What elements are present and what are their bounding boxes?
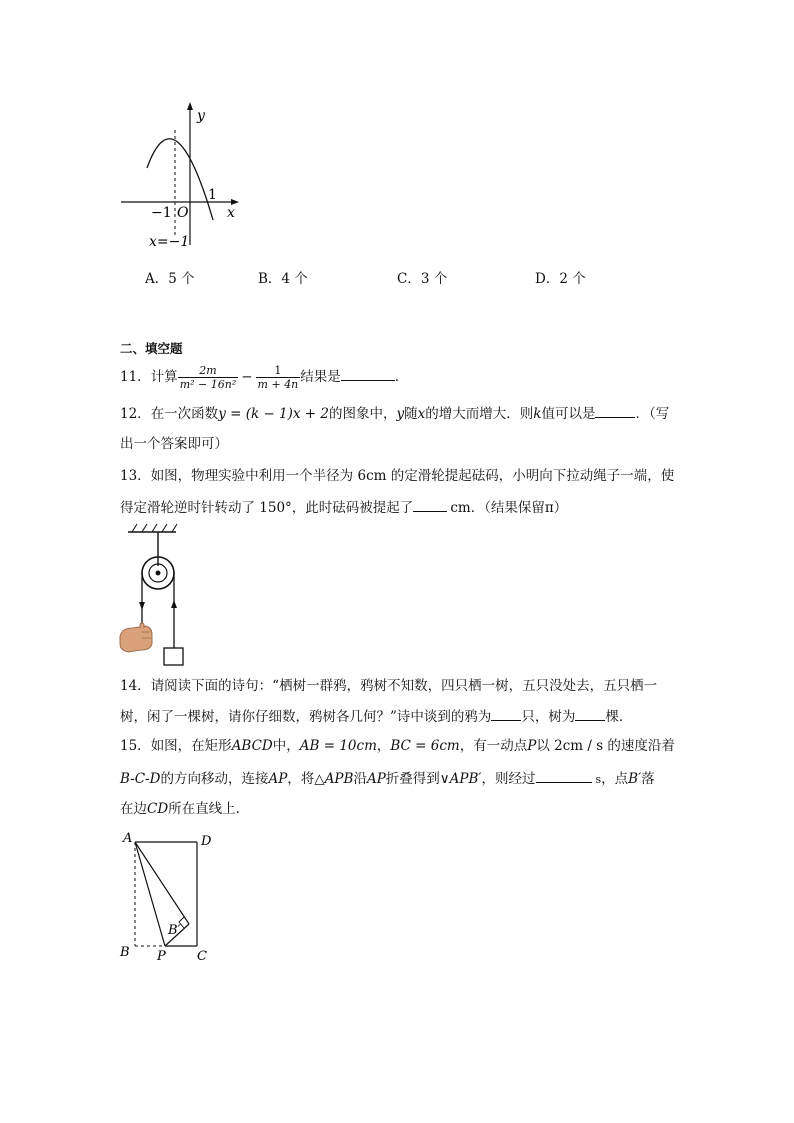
option-a[interactable] <box>145 270 195 288</box>
q14-line2-end: 棵． <box>605 709 633 725</box>
q15-line1-post: ，有一动点 <box>459 738 528 754</box>
label-y: y <box>197 108 205 124</box>
y-axis-arrow <box>187 102 193 110</box>
option-c[interactable] <box>397 270 447 288</box>
fraction-2-numerator: 1 <box>256 364 301 378</box>
q13-line2-pre: 得定滑轮逆时针转动了 150°，此时砝码被提起了 <box>120 500 414 516</box>
question-number: 12． <box>120 406 151 422</box>
segment-ab-prime <box>135 842 189 924</box>
q12-pre: 在一次函数 <box>150 406 219 422</box>
q15-comma: ， <box>376 738 391 754</box>
q11-pre: 计算 <box>150 369 178 385</box>
q12-mid2: 随 <box>404 406 418 422</box>
triangle-apb: APB <box>324 771 354 787</box>
fraction-2 <box>256 364 301 391</box>
question-14-line2 <box>120 707 632 726</box>
pulley-axle <box>156 571 161 576</box>
point-b-prime: B′ <box>628 771 642 787</box>
label-axis-line: x=−1 <box>149 234 190 250</box>
parabola-figure <box>115 100 245 255</box>
weight-box <box>164 648 183 665</box>
question-15-line2 <box>120 769 655 789</box>
option-text: 5 个 <box>168 271 195 287</box>
option-d[interactable] <box>535 270 586 288</box>
option-b[interactable] <box>258 270 308 288</box>
var-k: k <box>533 406 542 422</box>
question-number: 13． <box>120 468 151 484</box>
q15-line1-pre: 如图，在矩形 <box>150 738 232 754</box>
q12-mid4: 值可以是 <box>541 406 596 422</box>
q15-unit: s <box>595 773 602 786</box>
triangle-apb-prime: ∨APB′ <box>439 771 482 787</box>
pulley-figure <box>118 518 188 668</box>
rectangle-figure <box>115 828 215 966</box>
label-neg1: −1 <box>151 205 172 221</box>
answer-blank[interactable] <box>413 498 447 512</box>
answer-blank[interactable] <box>341 367 395 381</box>
option-letter: A． <box>145 271 169 287</box>
fraction-1-numerator: 2m <box>178 364 239 378</box>
fraction-1 <box>178 364 239 391</box>
question-13-line2 <box>120 498 567 517</box>
fraction-1-denominator: m² − 16n² <box>179 378 237 391</box>
question-13-line1 <box>120 467 674 485</box>
option-text: 2 个 <box>559 271 586 287</box>
option-text: 3 个 <box>420 271 448 287</box>
question-number: 15． <box>120 738 151 754</box>
q11-end: ． <box>394 369 409 385</box>
section-title: 二、填空题 <box>120 341 183 356</box>
segment-ap-2: AP <box>366 771 386 787</box>
ceiling-hatch <box>132 524 177 532</box>
q15-line2-d: 折叠得到 <box>385 771 440 787</box>
rope-right-arrow <box>171 600 177 608</box>
label-b-prime: B′ <box>168 923 181 938</box>
question-15-line3 <box>120 800 249 818</box>
q13-line2-post: ．（结果保留π） <box>470 500 568 516</box>
q15-line2-b: ，将△ <box>287 771 325 787</box>
segment-ap <box>135 842 165 946</box>
question-12 <box>120 404 669 423</box>
hand-icon <box>120 623 152 652</box>
ab-length: AB = 10cm <box>299 738 377 754</box>
label-c: C <box>197 949 207 964</box>
q12-mid: 的图象中， <box>329 406 397 422</box>
var-y: y <box>396 406 405 422</box>
option-text: 4 个 <box>281 271 308 287</box>
label-x: x <box>227 205 235 221</box>
answer-blank[interactable] <box>536 769 592 783</box>
bc-length: BC = 6cm <box>390 738 460 754</box>
q15-line2-e: ，则经过 <box>481 771 536 787</box>
q15-line1-mid: 中， <box>272 738 300 754</box>
question-15-line1 <box>120 737 675 755</box>
answer-blank-crows[interactable] <box>491 707 521 721</box>
question-11 <box>120 360 408 394</box>
q12-end: ．（写 <box>635 406 670 422</box>
label-b: B <box>120 945 130 960</box>
q15-line2-c: 沿 <box>353 771 367 787</box>
q15-line2-a: 的方向移动，连接 <box>160 771 269 787</box>
label-origin: O <box>177 205 189 221</box>
rope-left-arrow <box>139 602 145 610</box>
q14-line1: 请阅读下面的诗句：“栖树一群鸦，鸦树不知数，四只栖一树，五只没处去，五只栖一 <box>150 678 658 694</box>
q13-line1: 如图，物理实验中利用一个半径为 6cm 的定滑轮提起砝码，小明向下拉动绳子一端，使 <box>150 468 675 484</box>
question-14-line1 <box>120 677 657 695</box>
path: B-C-D <box>120 771 161 787</box>
q15-line2-f: ，点 <box>601 771 629 787</box>
q15-line3-post: 所在直线上． <box>168 801 250 817</box>
q14-line2-pre: 树，闲了一棵树，请你仔细数，鸦树各几何？”诗中谈到的鸦为 <box>120 709 492 725</box>
q15-line3-pre: 在边 <box>120 801 147 817</box>
option-letter: D． <box>535 271 560 287</box>
question-number: 11． <box>120 369 151 385</box>
question-number: 14． <box>120 678 151 694</box>
option-letter: B． <box>258 271 282 287</box>
point-p: P <box>527 738 537 754</box>
q12-line2: 出一个答案即可） <box>120 436 228 452</box>
var-x: x <box>417 406 426 422</box>
side-cd: CD <box>147 801 169 817</box>
q12-mid3: 的增大而增大．则 <box>425 406 534 422</box>
function-formula: y = (k − 1)x + 2 <box>218 406 330 422</box>
label-p: P <box>157 949 166 964</box>
answer-blank-trees[interactable] <box>575 707 605 721</box>
rect-name: ABCD <box>231 738 273 754</box>
option-letter: C． <box>397 271 421 287</box>
q11-post: 结果是 <box>300 369 341 385</box>
q15-line1-end: 以 2cm / s 的速度沿着 <box>536 738 675 754</box>
label-a: A <box>123 831 133 846</box>
segment-ap: AP <box>268 771 288 787</box>
q15-line2-g: 落 <box>641 771 655 787</box>
fraction-2-denominator: m + 4n <box>257 378 299 391</box>
answer-blank[interactable] <box>595 404 635 418</box>
label-one: 1 <box>208 187 217 203</box>
q13-unit: cm <box>450 500 471 516</box>
minus-sign: − <box>241 369 253 385</box>
q14-line2-mid: 只，树为 <box>521 709 576 725</box>
label-d: D <box>201 834 212 849</box>
